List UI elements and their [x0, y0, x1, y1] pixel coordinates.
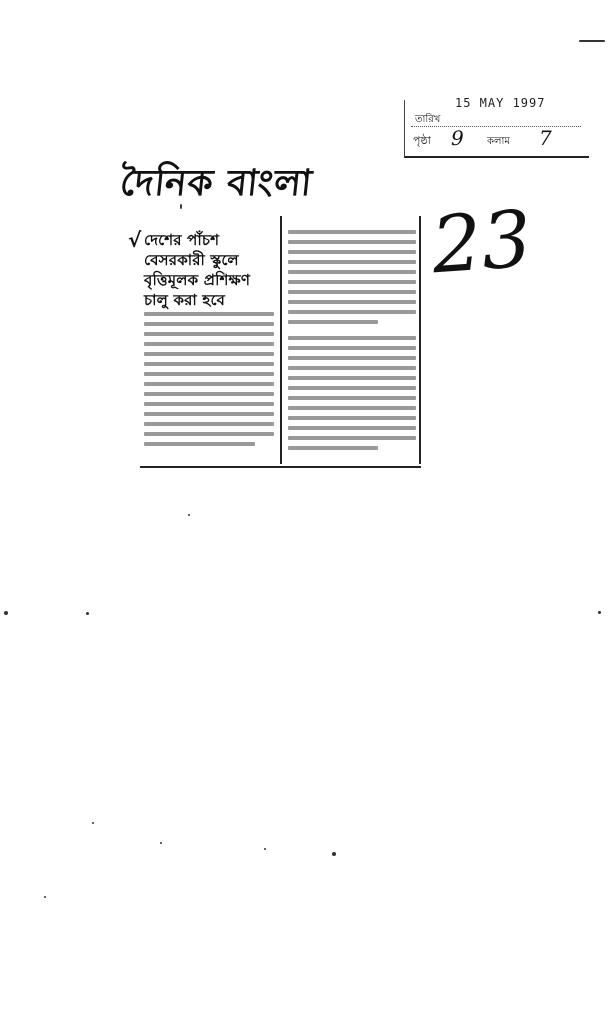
speck — [4, 611, 8, 615]
stamp-column-label: কলাম — [487, 136, 510, 147]
speck — [160, 842, 162, 844]
speck — [598, 611, 601, 614]
speck — [44, 896, 46, 898]
speck — [264, 848, 266, 850]
speck — [180, 204, 182, 209]
stamp-date: 15 MAY 1997 — [455, 96, 546, 110]
speck — [92, 822, 94, 824]
speck — [188, 514, 190, 516]
news-clipping — [128, 216, 421, 468]
tick-mark: √ — [128, 228, 142, 252]
article-body-left — [144, 312, 274, 452]
speck — [332, 852, 336, 856]
stamp-column-value: 7 — [539, 126, 552, 150]
stamp-page-value: 9 — [451, 126, 464, 150]
clipping-right-edge — [419, 216, 421, 464]
margin-mark — [579, 40, 605, 42]
article-headline: দেশের পাঁচশ বেসরকারী স্কুলে বৃত্তিমূলক প্রশিক্ষণ চালু করা হবে — [144, 231, 251, 309]
stamp-page-label: পৃষ্ঠা — [413, 134, 431, 147]
speck — [86, 612, 89, 615]
stamp-tarikh-label: তারিখ — [415, 114, 441, 125]
date-stamp — [404, 96, 589, 158]
newspaper-masthead: দৈনিক বাংলা — [118, 162, 315, 204]
handwritten-number: 23 — [428, 194, 535, 292]
column-divider — [280, 216, 282, 464]
article-body-right — [288, 230, 416, 456]
